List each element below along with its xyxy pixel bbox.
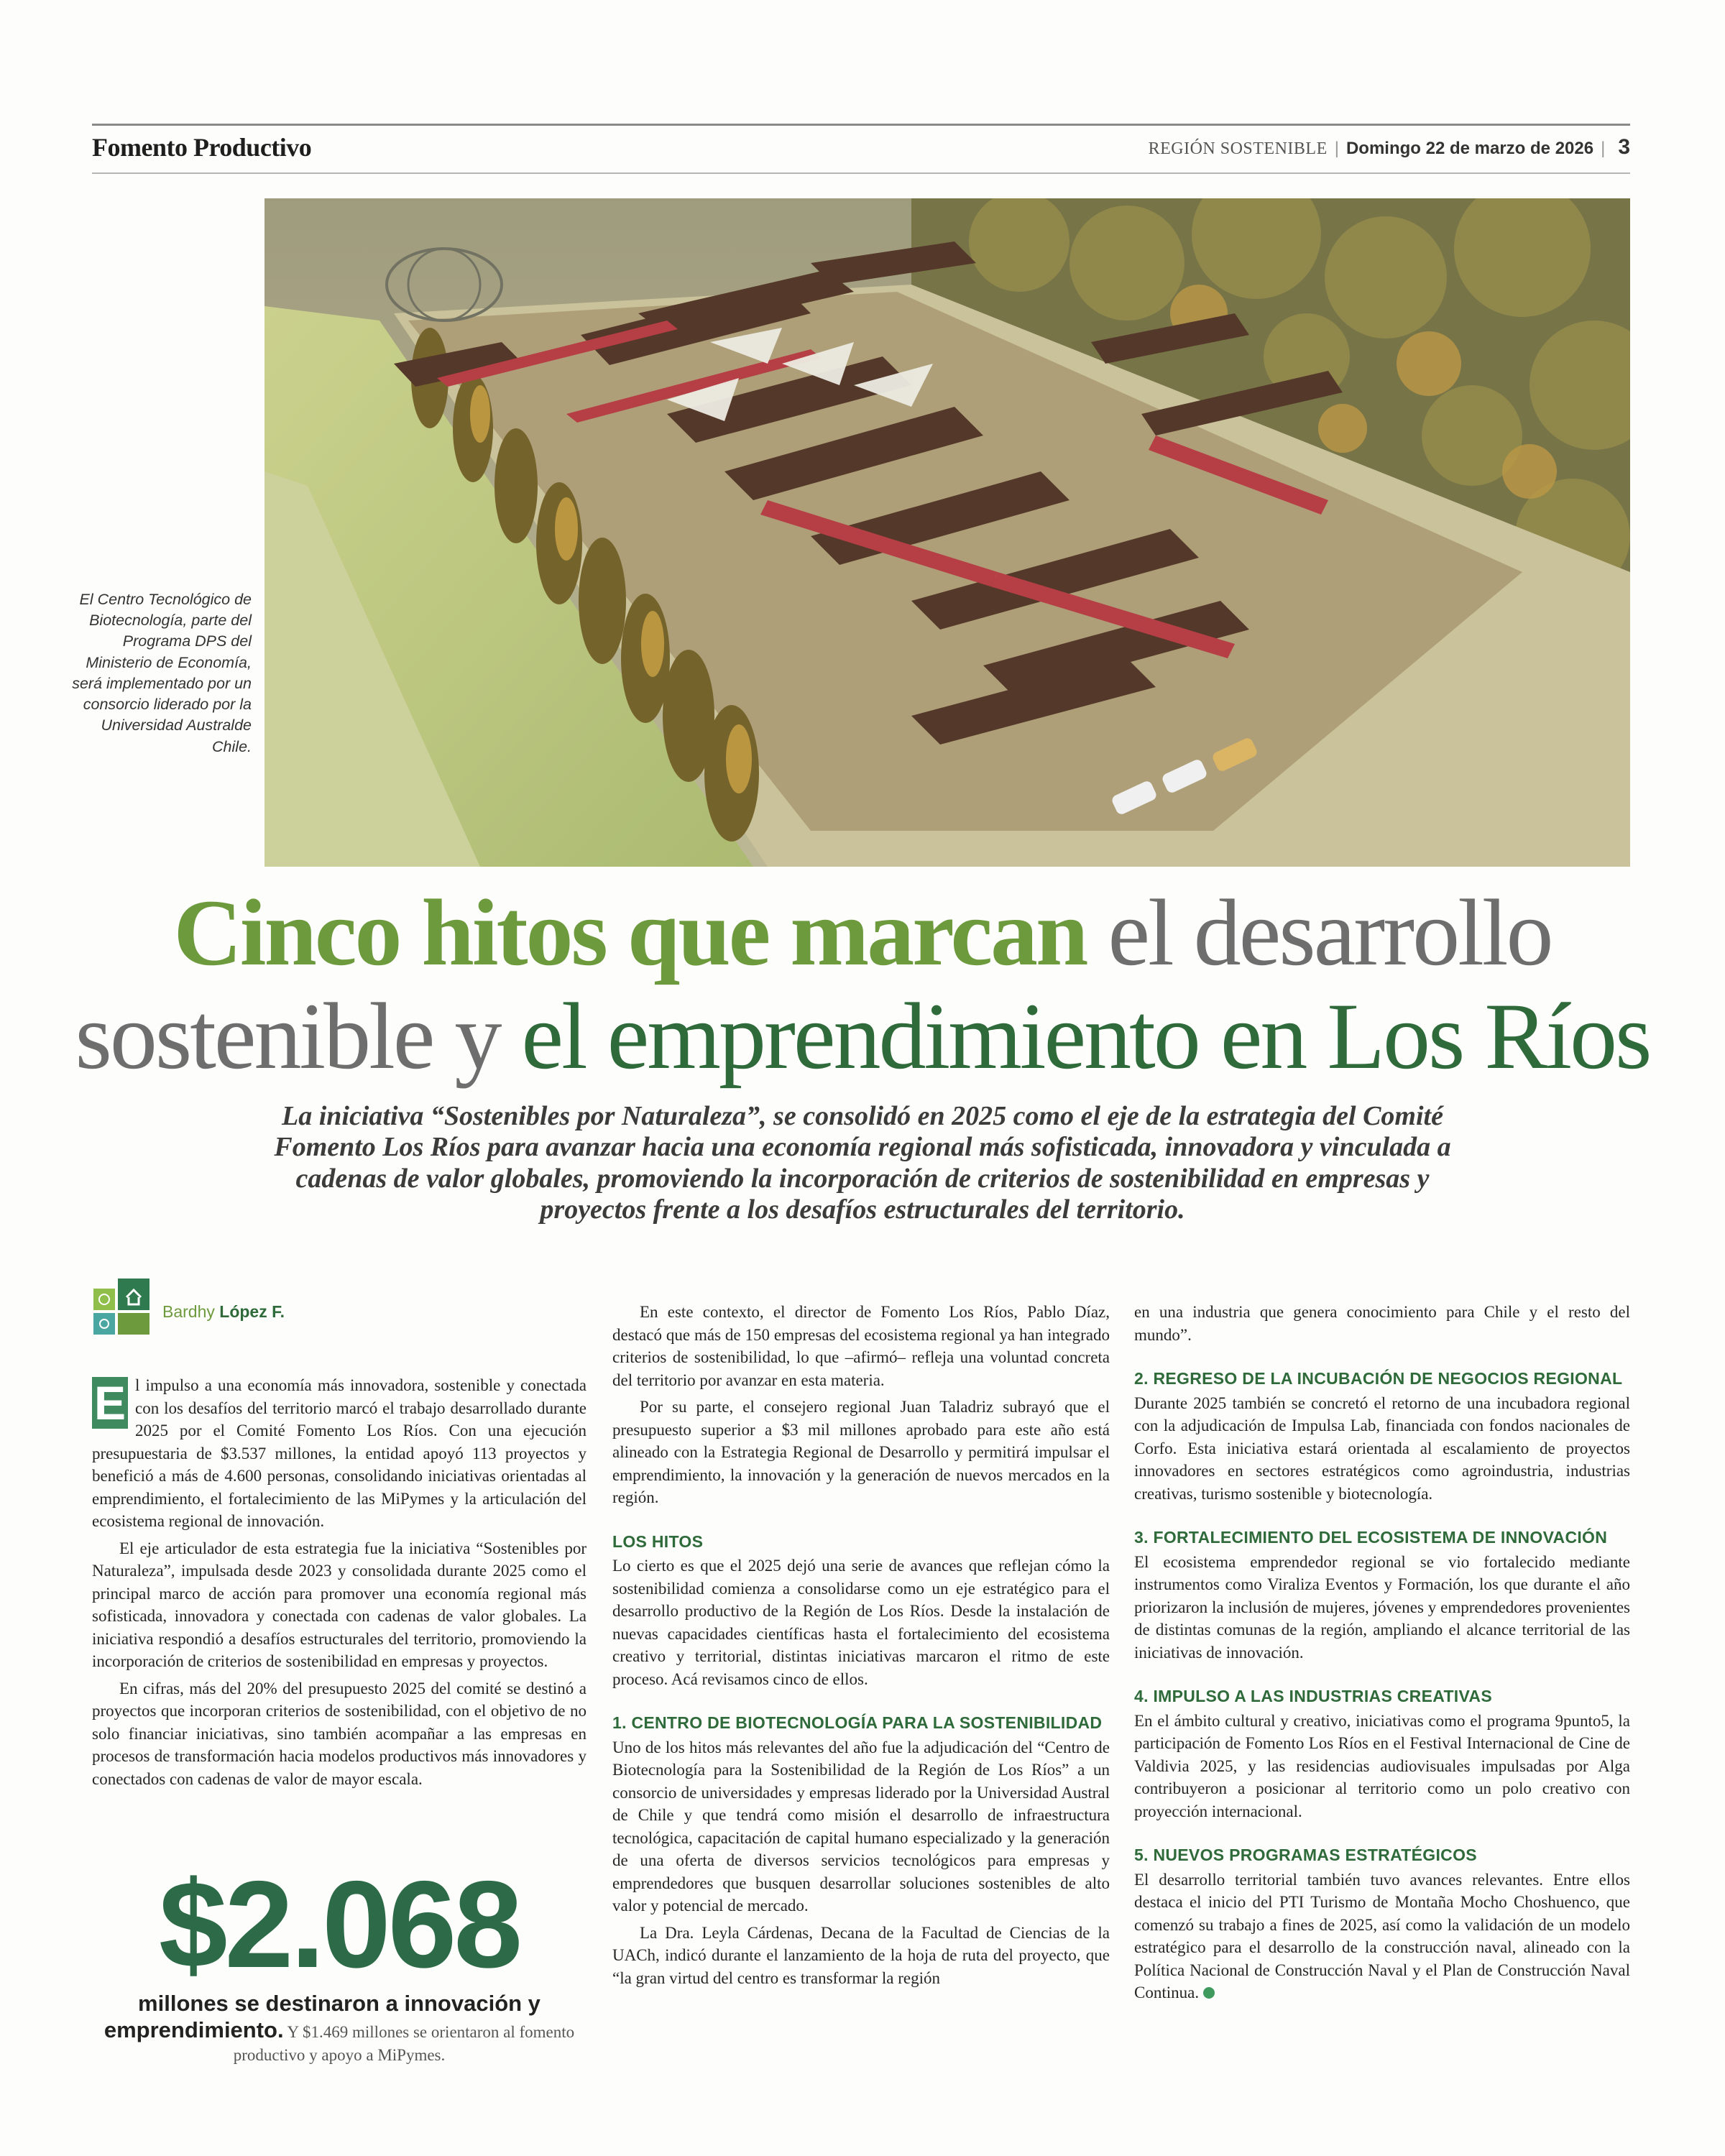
lead-paragraph: La iniciativa “Sostenibles por Naturaleza”, se consolidó en 2025 como el eje de la estrategia del Comité Fomento Los Ríos para avanzar hacia una economía regional más sofisticada, innovadora y vinculada a cadenas de valor globales, promoviendo la incorporación de criterios de sostenibilidad en empresas y proyectos frente a los desafíos estructurales del territorio. bbox=[274, 1101, 1451, 1225]
issue-date: Domingo 22 de marzo de 2026 bbox=[1346, 139, 1594, 158]
big-figure-value: $2.068 bbox=[158, 1856, 520, 1994]
drop-cap: E bbox=[92, 1377, 128, 1429]
aerial-photo-biotech-center bbox=[264, 198, 1630, 867]
col1-paragraph-1: E l impulso a una economía más innovadora, sostenible y conectada con los desafíos del territorio marcó el trabajo desarrollado durante 2025 por el Comité Fomento Los Ríos. Con una ejecución presupuestaria de $3.537 millones, la entidad apoyó 113 proyectos y benefició a más de 4.600 personas, consolidando iniciativas orientadas al emprendimiento, el fortalecimiento de las MiPymes y la articulación del ecosistema regional de innovación. bbox=[92, 1376, 586, 1530]
headline-part-3: sostenible y bbox=[75, 983, 500, 1089]
subhead-hito-5: 5. NUEVOS PROGRAMAS ESTRATÉGICOS bbox=[1134, 1846, 1477, 1864]
big-figure-caption bbox=[92, 1991, 586, 2068]
end-of-article-dot bbox=[1203, 1987, 1215, 1999]
sostenibles-por-naturaleza-logo bbox=[93, 1276, 151, 1336]
col2-paragraph-3: Lo cierto es que el 2025 dejó una serie de avances que reflejan cómo la sostenibilidad comienza a consolidarse como un eje estratégico para el desarrollo productivo de la Región de Los Ríos. Desde la instalación de nuevas capacidades científicas hasta el fortalecimiento del ecosistema creativo y territorial, distintas iniciativas marcaron el ritmo de este proceso. Acá revisamos cinco de ellos. bbox=[612, 1557, 1110, 1688]
col1-paragraph-3: En cifras, más del 20% del presupuesto 2025 del comité se destinó a proyectos que incorporan criterios de sostenibilidad, con el objetivo de no solo financiar iniciativas, sino también acompañar a las empresas en procesos de transformación hacia modelos productivos más innovadores y conectados con cadenas de valor de mayor escala. bbox=[92, 1679, 586, 1788]
article-column-2 bbox=[612, 1301, 1110, 1994]
headline-part-1: Cinco hitos que marcan bbox=[173, 880, 1087, 985]
big-figure-rest: Y $1.469 millones se orientaron al fomento productivo y apoyo a MiPymes. bbox=[233, 2023, 575, 2065]
headline-part-4: el emprendimiento en Los Ríos bbox=[500, 983, 1650, 1089]
col3-paragraph-3: El ecosistema emprendedor regional se vio fortalecido mediante instrumentos como Viraliza Eventos y Formación, los que durante el año priorizaron la inclusión de mujeres, jóvenes y emprendedores provenientes de distintas comunas de la región, ampliando el alcance territorial de las iniciativas de innovación. bbox=[1134, 1552, 1630, 1662]
col3-paragraph-4: En el ámbito cultural y creativo, iniciativas como el programa 9punto5, la participación de Fomento Los Ríos en el Festival Internacional de Cine de Valdivia 2025, y las residencias audiovisuales impulsadas por Alga contribuyeron a posicionar al territorio como un polo creativo con proyección internacional. bbox=[1134, 1711, 1630, 1820]
headline-part-2: el desarrollo bbox=[1086, 880, 1552, 985]
col2-paragraph-5: La Dra. Leyla Cárdenas, Decana de la Facultad de Ciencias de la UACh, indicó durante el lanzamiento de la hoja de ruta del proyecto, que “la gran virtud del centro es transformar la región bbox=[612, 1923, 1110, 1987]
col2-paragraph-2: Por su parte, el consejero regional Juan Taladriz subrayó que el presupuesto superior a $3 mil millones aprobado para este año está alineado con la Estrategia Regional de Desarrollo y permitirá impulsar el emprendimiento, la innovación y la generación de nuevos mercados en la región. bbox=[612, 1398, 1110, 1506]
article-column-3 bbox=[1134, 1301, 1630, 2009]
big-figure-strong: millones se destinaron a innovación y emprendimiento. bbox=[104, 1991, 540, 2043]
col1-paragraph-2: El eje articulador de esta estrategia fue la iniciativa “Sostenibles por Naturaleza”, impulsada desde 2023 y consolidada durante 2025 como el principal marco de acción para promover una economía regional más sofisticada, innovadora y conectada con cadenas de valor globales. La iniciativa respondió a desafíos estructurales del territorio, promoviendo la incorporación de criterios de sostenibilidad en empresas y proyectos. bbox=[92, 1539, 586, 1670]
header-rule-top bbox=[92, 124, 1630, 126]
section-title: Fomento Productivo bbox=[92, 133, 312, 162]
author-first-name: Bardhy bbox=[162, 1302, 215, 1321]
article-column-1 bbox=[92, 1374, 586, 1795]
col3-paragraph-1: en una industria que genera conocimiento para Chile y el resto del mundo”. bbox=[1134, 1303, 1630, 1344]
subhead-los-hitos: LOS HITOS bbox=[612, 1531, 704, 1551]
headline bbox=[65, 880, 1660, 1092]
subhead-hito-2: 2. REGRESO DE LA INCUBACIÓN DE NEGOCIOS REGIONAL bbox=[1134, 1369, 1623, 1388]
col3-paragraph-5: El desarrollo territorial también tuvo avances relevantes. Entre ellos destaca el inicio del PTI Turismo de Montaña Mocho Choshuenco, que comenzó su trabajo a fines de 2025, así como la validación de un modelo estratégico para el desarrollo de la construcción naval, alineado con la Política Nacional de Construcción Naval y el Plan de Construcción Naval Continua. bbox=[1134, 1870, 1630, 2001]
col2-paragraph-4: Uno de los hitos más relevantes del año fue la adjudicación del “Centro de Biotecnología para la Sostenibilidad de la Región de Los Ríos” a un consorcio de universidades y empresas liderado por la Universidad Austral de Chile y que tendrá como misión el desarrollo de infraestructura tecnológica, capacitación de capital humano especializado y la generación de una oferta de diversos servicios tecnológicos para empresas y emprendedores que busquen desarrollar soluciones sostenibles de alto valor y potencial de mercado. bbox=[612, 1738, 1110, 1915]
col2-paragraph-1: En este contexto, el director de Fomento Los Ríos, Pablo Díaz, destacó que más de 150 empresas del ecosistema regional ya han integrado criterios de sostenibilidad, lo que –afirmó– refleja una voluntad concreta del territorio por avanzar en esta materia. bbox=[612, 1303, 1110, 1389]
subhead-hito-4: 4. IMPULSO A LAS INDUSTRIAS CREATIVAS bbox=[1134, 1687, 1492, 1705]
subhead-hito-3: 3. FORTALECIMIENTO DEL ECOSISTEMA DE INNOVACIÓN bbox=[1134, 1528, 1608, 1547]
author-last-name: López F. bbox=[219, 1302, 285, 1321]
page-number: 3 bbox=[1618, 135, 1630, 159]
photo-caption: El Centro Tecnológico de Biotecnología, parte del Programa DPS del Ministerio de Economía, será implementado por un consorcio liderado por la Universidad Australde Chile. bbox=[72, 591, 252, 755]
author-byline bbox=[162, 1302, 285, 1322]
publication-name: REGIÓN SOSTENIBLE bbox=[1148, 139, 1328, 158]
col3-paragraph-2: Durante 2025 también se concretó el retorno de una incubadora regional con la adjudicación de Impulsa Lab, financiada con fondos nacionales de Corfo. Esta iniciativa estará orientada al escalamiento de proyectos innovadores en sectores estratégicos como agroindustria, industrias creativas, turismo sostenible y biotecnología. bbox=[1134, 1393, 1630, 1503]
page-header-info: REGIÓN SOSTENIBLE | Domingo 22 de marzo de 2026 | 3 bbox=[1148, 135, 1630, 159]
header-rule-bottom bbox=[92, 172, 1630, 174]
subhead-hito-1: 1. CENTRO DE BIOTECNOLOGÍA PARA LA SOSTENIBILIDAD bbox=[612, 1713, 1103, 1732]
